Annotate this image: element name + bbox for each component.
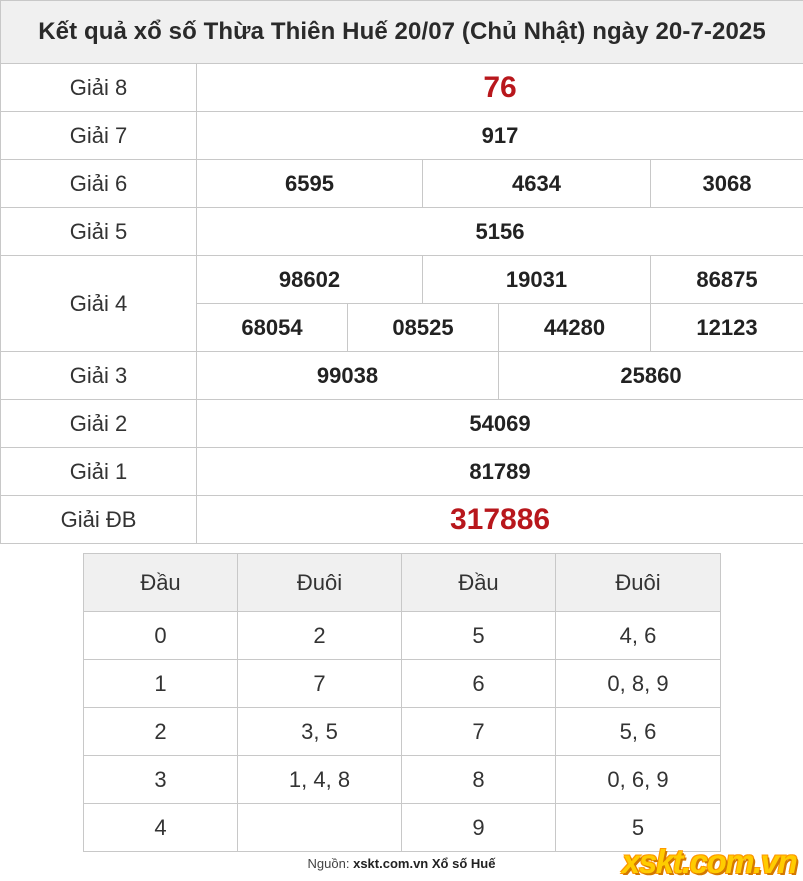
prize-row-1 xyxy=(1,448,803,496)
duoi-cell: 5 xyxy=(556,804,721,852)
prize-row-2 xyxy=(1,400,803,448)
dau-cell: 8 xyxy=(402,756,556,804)
dau-cell: 3 xyxy=(84,756,238,804)
dau-cell: 4 xyxy=(84,804,238,852)
prize-value-8: 76 xyxy=(197,64,803,112)
dau-cell: 5 xyxy=(402,612,556,660)
prize-value-3: 25860 xyxy=(499,352,803,400)
prize-label-db: Giải ĐB xyxy=(1,496,197,544)
prize-label-8: Giải 8 xyxy=(1,64,197,112)
dau-header: Đầu xyxy=(402,554,556,612)
prize-value-4: 12123 xyxy=(651,304,803,352)
duoi-cell: 7 xyxy=(238,660,402,708)
dau-cell: 2 xyxy=(84,708,238,756)
prize-row-5 xyxy=(1,208,803,256)
page-title: Kết quả xổ số Thừa Thiên Huế 20/07 (Chủ Nhật) ngày 20-7-2025 xyxy=(1,1,803,64)
prize-row-6 xyxy=(1,160,803,208)
prize-label-6: Giải 6 xyxy=(1,160,197,208)
duoi-cell xyxy=(238,804,402,852)
dau-duoi-row xyxy=(84,756,721,804)
duoi-cell: 0, 6, 9 xyxy=(556,756,721,804)
duoi-cell: 1, 4, 8 xyxy=(238,756,402,804)
prize-row-db xyxy=(1,496,803,544)
source-name: Xổ số Huế xyxy=(431,856,496,871)
prize-row-4a xyxy=(1,256,803,304)
source-link[interactable]: xskt.com.vn xyxy=(353,856,429,871)
prize-value-6: 6595 xyxy=(197,160,423,208)
dau-header: Đầu xyxy=(84,554,238,612)
prize-label-2: Giải 2 xyxy=(1,400,197,448)
dau-duoi-row xyxy=(84,708,721,756)
prize-value-4: 68054 xyxy=(197,304,348,352)
prize-label-4: Giải 4 xyxy=(1,256,197,352)
duoi-cell: 2 xyxy=(238,612,402,660)
prize-value-2: 54069 xyxy=(197,400,803,448)
dau-duoi-row xyxy=(84,660,721,708)
duoi-cell: 5, 6 xyxy=(556,708,721,756)
prize-label-3: Giải 3 xyxy=(1,352,197,400)
site-logo[interactable]: xskt.com.vn xyxy=(622,843,797,880)
prize-row-8 xyxy=(1,64,803,112)
dau-cell: 1 xyxy=(84,660,238,708)
dau-cell: 6 xyxy=(402,660,556,708)
prize-label-1: Giải 1 xyxy=(1,448,197,496)
prize-value-7: 917 xyxy=(197,112,803,160)
prize-value-1: 81789 xyxy=(197,448,803,496)
duoi-cell: 4, 6 xyxy=(556,612,721,660)
source-prefix: Nguồn: xyxy=(307,856,350,871)
dau-cell: 0 xyxy=(84,612,238,660)
dau-duoi-header-row xyxy=(84,554,721,612)
duoi-header: Đuôi xyxy=(556,554,721,612)
prize-row-3 xyxy=(1,352,803,400)
dau-duoi-row xyxy=(84,612,721,660)
dau-duoi-table xyxy=(83,553,721,852)
duoi-header: Đuôi xyxy=(238,554,402,612)
prize-row-7 xyxy=(1,112,803,160)
prize-value-4: 86875 xyxy=(651,256,803,304)
prize-label-7: Giải 7 xyxy=(1,112,197,160)
prize-value-4: 98602 xyxy=(197,256,423,304)
prize-value-4: 08525 xyxy=(348,304,499,352)
prize-value-5: 5156 xyxy=(197,208,803,256)
prize-value-db: 317886 xyxy=(197,496,803,544)
duoi-cell: 3, 5 xyxy=(238,708,402,756)
duoi-cell: 0, 8, 9 xyxy=(556,660,721,708)
prize-label-5: Giải 5 xyxy=(1,208,197,256)
prize-value-6: 3068 xyxy=(651,160,803,208)
prize-value-4: 19031 xyxy=(423,256,651,304)
prize-value-4: 44280 xyxy=(499,304,651,352)
dau-cell: 9 xyxy=(402,804,556,852)
prize-value-3: 99038 xyxy=(197,352,499,400)
prize-value-6: 4634 xyxy=(423,160,651,208)
dau-cell: 7 xyxy=(402,708,556,756)
